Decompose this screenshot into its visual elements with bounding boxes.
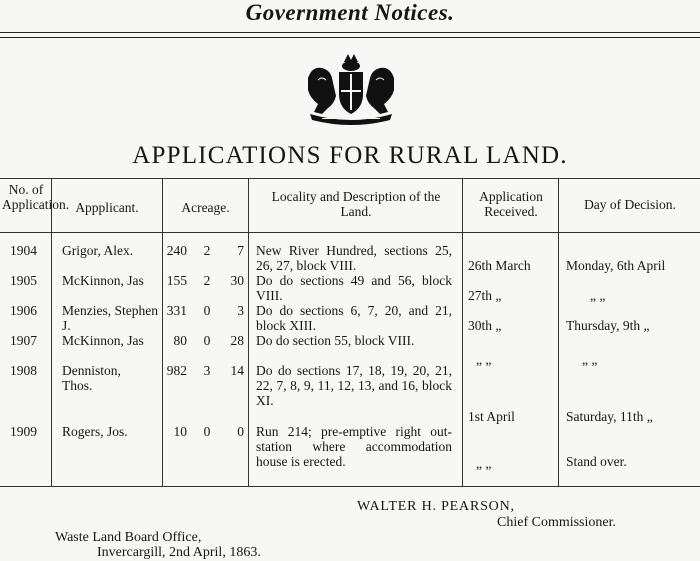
cell-locality: Do do sections 17, 18, 19, 20, 21, 22, 7, 8, 9, 11, 12, 13, and 16, block XI. — [256, 363, 452, 408]
cell-acres: 10 — [173, 424, 187, 439]
cell-acres: 80 — [173, 333, 187, 348]
cell-roods: 2 — [203, 243, 211, 258]
header-locality: Locality and Description of the Land. — [271, 189, 441, 219]
top-rule — [0, 32, 700, 33]
cell-perches: 0 — [237, 424, 244, 439]
header-no: No. of Application. — [2, 182, 70, 212]
cell-perches: 3 — [237, 303, 244, 318]
cell-decision: Thursday, 9th „ — [566, 318, 650, 333]
cell-no: 1904 — [10, 243, 37, 258]
cell-perches: 28 — [230, 333, 244, 348]
table-top-rule — [0, 178, 700, 179]
cell-roods: 2 — [203, 273, 211, 288]
signatory-name: WALTER H. PEARSON, — [357, 499, 515, 514]
header-received: Application Received. — [479, 189, 543, 219]
header-acreage: Acreage. — [181, 200, 230, 215]
cell-locality: Do do section 55, block VIII. — [256, 333, 415, 348]
office-name: Waste Land Board Office, — [55, 530, 202, 545]
header-applicant: Appplicant. — [75, 200, 139, 215]
cell-perches: 7 — [237, 243, 244, 258]
signatory-title: Chief Commissioner. — [497, 515, 616, 530]
col-divider — [462, 178, 463, 486]
cell-roods: 0 — [203, 303, 211, 318]
header-decision: Day of Decision. — [584, 197, 676, 212]
cell-decision: Monday, 6th April — [566, 258, 666, 273]
cell-no: 1907 — [10, 333, 37, 348]
place-and-date: Invercargill, 2nd April, 1863. — [97, 545, 261, 560]
cell-perches: 14 — [230, 363, 244, 378]
cell-received: 30th „ — [468, 318, 502, 333]
col-divider — [51, 178, 52, 486]
cell-locality: Do do sections 6, 7, 20, and 21, block XIII. — [256, 303, 452, 333]
cell-locality: New River Hundred, sections 25, 26, 27, block VIII. — [256, 243, 452, 273]
cell-decision: Saturday, 11th „ — [566, 409, 653, 424]
cell-applicant: Denniston, Thos. — [62, 363, 121, 393]
cell-received: „ „ — [476, 456, 492, 471]
cell-locality: Run 214; pre-emptive right out-station where accommodation house is erected. — [256, 424, 452, 469]
cell-decision: „ „ — [582, 352, 598, 367]
cell-received: 26th March — [468, 258, 531, 273]
cell-locality: Do do sections 49 and 56, block VIII. — [256, 273, 452, 303]
cell-no: 1906 — [10, 303, 37, 318]
cell-applicant: Grigor, Alex. — [62, 243, 134, 258]
royal-coat-of-arms — [292, 52, 410, 126]
cell-applicant: McKinnon, Jas — [62, 333, 144, 348]
cell-roods: 0 — [203, 424, 211, 439]
notice-headline: APPLICATIONS FOR RURAL LAND. — [132, 142, 568, 169]
cell-received: 27th „ — [468, 288, 502, 303]
cell-no: 1905 — [10, 273, 37, 288]
cell-roods: 0 — [203, 333, 211, 348]
cell-no: 1908 — [10, 363, 37, 378]
cell-acres: 982 — [166, 363, 187, 378]
table-bottom-rule — [0, 486, 700, 487]
cell-acres: 331 — [166, 303, 187, 318]
cell-acres: 155 — [166, 273, 187, 288]
cell-received: 1st April — [468, 409, 515, 424]
cell-applicant: Menzies, Stephen J. — [62, 303, 158, 333]
cell-no: 1909 — [10, 424, 37, 439]
top-rule-thin — [0, 37, 700, 38]
col-divider — [162, 178, 163, 486]
cell-acres: 240 — [166, 243, 187, 258]
gazette-section-title: Government Notices. — [245, 0, 455, 25]
cell-decision: Stand over. — [566, 454, 627, 469]
cell-decision: „ „ — [590, 288, 606, 303]
cell-applicant: Rogers, Jos. — [62, 424, 128, 439]
col-divider — [248, 178, 249, 486]
cell-roods: 3 — [203, 363, 211, 378]
cell-applicant: McKinnon, Jas — [62, 273, 144, 288]
cell-received: „ „ — [476, 352, 492, 367]
table-header-rule — [0, 232, 700, 233]
col-divider — [558, 178, 559, 486]
cell-perches: 30 — [230, 273, 244, 288]
